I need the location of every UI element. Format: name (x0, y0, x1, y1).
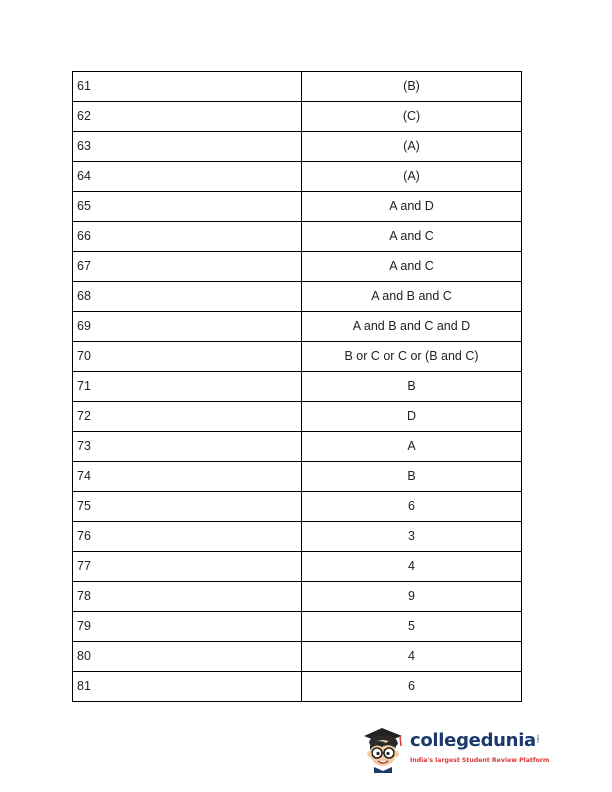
question-number-cell: 66 (73, 222, 302, 252)
table-row (73, 612, 522, 642)
question-number-cell: 69 (73, 312, 302, 342)
table-row (73, 72, 522, 102)
answer-cell: 6 (302, 672, 522, 702)
table-row (73, 432, 522, 462)
table-row (73, 402, 522, 432)
answer-key-body (73, 72, 522, 702)
answer-cell: 4 (302, 552, 522, 582)
table-row (73, 372, 522, 402)
table-row (73, 492, 522, 522)
table-row (73, 672, 522, 702)
answer-cell: A and C (302, 252, 522, 282)
question-number-cell: 81 (73, 672, 302, 702)
question-number-cell: 70 (73, 342, 302, 372)
table-row (73, 162, 522, 192)
answer-cell: A and B and C and D (302, 312, 522, 342)
question-number-cell: 80 (73, 642, 302, 672)
question-number-cell: 63 (73, 132, 302, 162)
answer-cell: (B) (302, 72, 522, 102)
table-row (73, 582, 522, 612)
student-mascot-icon (360, 722, 408, 774)
answer-key-table (72, 71, 522, 702)
answer-cell: 9 (302, 582, 522, 612)
question-number-cell: 62 (73, 102, 302, 132)
collegedunia-logo (360, 722, 550, 774)
answer-cell: 3 (302, 522, 522, 552)
question-number-cell: 64 (73, 162, 302, 192)
answer-cell: A and B and C (302, 282, 522, 312)
question-number-cell: 77 (73, 552, 302, 582)
table-row (73, 342, 522, 372)
table-row (73, 222, 522, 252)
question-number-cell: 61 (73, 72, 302, 102)
answer-cell: D (302, 402, 522, 432)
answer-cell: 4 (302, 642, 522, 672)
brand-name: collegedunia (410, 730, 536, 751)
answer-cell: (A) (302, 132, 522, 162)
question-number-cell: 76 (73, 522, 302, 552)
answer-cell: A (302, 432, 522, 462)
answer-cell: 6 (302, 492, 522, 522)
table-row (73, 252, 522, 282)
question-number-cell: 79 (73, 612, 302, 642)
question-number-cell: 73 (73, 432, 302, 462)
table-row (73, 132, 522, 162)
answer-cell: A and C (302, 222, 522, 252)
table-row (73, 462, 522, 492)
table-row (73, 522, 522, 552)
question-number-cell: 65 (73, 192, 302, 222)
answer-cell: B or C or C or (B and C) (302, 342, 522, 372)
question-number-cell: 75 (73, 492, 302, 522)
table-row (73, 102, 522, 132)
table-row (73, 552, 522, 582)
answer-cell: (A) (302, 162, 522, 192)
table-row (73, 312, 522, 342)
table-row (73, 642, 522, 672)
answer-cell: B (302, 372, 522, 402)
question-number-cell: 67 (73, 252, 302, 282)
answer-cell: B (302, 462, 522, 492)
question-number-cell: 71 (73, 372, 302, 402)
question-number-cell: 78 (73, 582, 302, 612)
table-row (73, 282, 522, 312)
answer-cell: (C) (302, 102, 522, 132)
table-row (73, 192, 522, 222)
answer-cell: 5 (302, 612, 522, 642)
answer-cell: A and D (302, 192, 522, 222)
brand-domain: .com (536, 734, 541, 743)
question-number-cell: 68 (73, 282, 302, 312)
brand-tagline: India's largest Student Review Platform (410, 757, 550, 764)
question-number-cell: 74 (73, 462, 302, 492)
question-number-cell: 72 (73, 402, 302, 432)
